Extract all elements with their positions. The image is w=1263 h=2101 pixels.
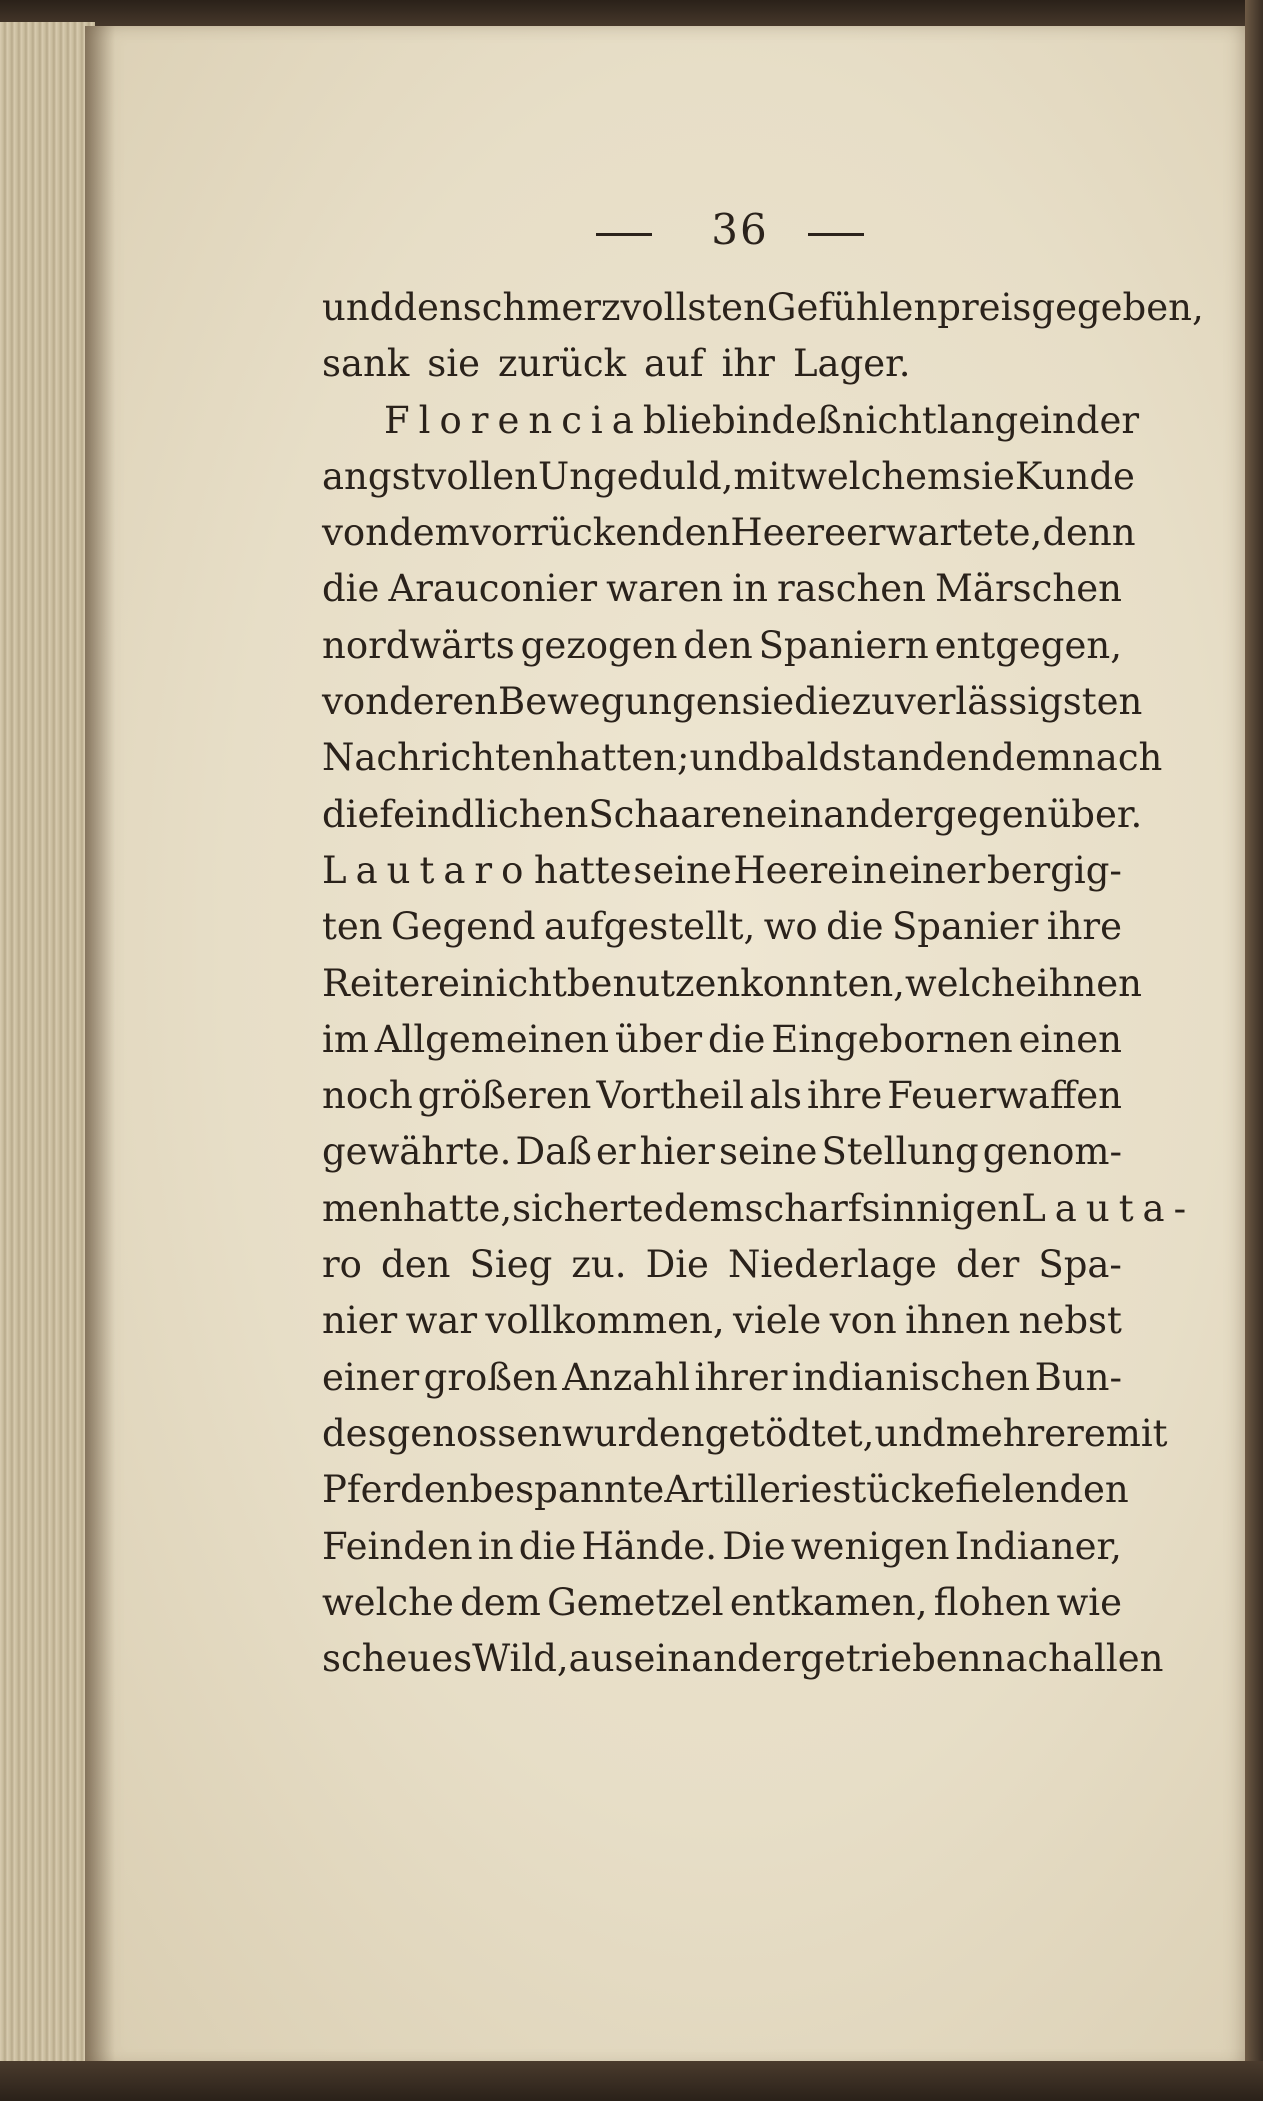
word: sie (962, 454, 1015, 498)
word: ro (322, 1243, 362, 1287)
word: über (615, 1017, 703, 1061)
word: welchem (795, 454, 963, 498)
word: in (1040, 398, 1076, 442)
word: feindlichen (379, 792, 589, 836)
word: Hände. (581, 1524, 717, 1568)
word: flohen (933, 1580, 1051, 1624)
word: die (322, 567, 380, 611)
word: entgegen, (934, 623, 1122, 667)
word: in (732, 567, 768, 611)
text-line (322, 956, 1143, 1012)
header-dash-left (596, 233, 652, 236)
word: mehrere (945, 1411, 1106, 1455)
word: getödtet, (704, 1411, 875, 1455)
word: hier (639, 1130, 715, 1174)
word: und (874, 1411, 946, 1455)
text-line (322, 843, 1122, 899)
word: bespannte (469, 1468, 665, 1512)
word: einen (1018, 1017, 1122, 1061)
word: Lauta- (1021, 1186, 1196, 1230)
text-line (322, 1406, 1168, 1462)
text-line (322, 1519, 1122, 1575)
word: ihnen (1036, 961, 1143, 1005)
word: erwartete, (846, 511, 1043, 555)
text-line (322, 1293, 1122, 1349)
word: in (477, 1524, 514, 1568)
word: raschen (776, 567, 926, 611)
word: Bewegungen (498, 680, 742, 724)
word: wo (763, 905, 818, 949)
text-line (322, 899, 1122, 955)
word: Lager. (792, 342, 911, 386)
word: hatten; (555, 736, 690, 780)
page-gutter-shadow (85, 26, 115, 2066)
body-text (322, 280, 1204, 1687)
word: zuverlässigsten (851, 680, 1143, 724)
word: auf (644, 342, 704, 386)
text-line (322, 505, 1136, 561)
text-line (322, 561, 1122, 617)
word: dem (389, 511, 470, 555)
word: Eingebornen (771, 1017, 1013, 1061)
word: auseinander (568, 1637, 801, 1681)
word: einer (888, 848, 986, 892)
word: gezogen (520, 623, 678, 667)
word: dem (663, 1186, 745, 1230)
word: welche (322, 1580, 454, 1624)
word: mit (1105, 1411, 1168, 1455)
word: vorrückenden (469, 511, 731, 555)
word: von (322, 680, 390, 724)
word: denn (1042, 511, 1136, 555)
word: ihre (807, 1074, 883, 1118)
word: in (850, 848, 887, 892)
word: Spaniern (758, 623, 929, 667)
text-line (322, 1631, 1164, 1687)
word: Schaaren (588, 792, 766, 836)
word: ihr (721, 342, 775, 386)
page-header (0, 205, 1263, 265)
word: men (322, 1186, 403, 1230)
text-line (322, 1181, 1196, 1237)
text-line (322, 1462, 1129, 1518)
page-number: 36 (711, 205, 769, 254)
word: getrieben (800, 1637, 982, 1681)
word: die (794, 680, 852, 724)
word: sank (322, 342, 410, 386)
word: hatte (534, 848, 632, 892)
word: hatte, (402, 1186, 513, 1230)
word: entkamen, (729, 1580, 928, 1624)
word: zu. (571, 1243, 627, 1287)
word: Spa- (1038, 1243, 1122, 1287)
word: und (322, 286, 394, 329)
word: die (322, 792, 380, 836)
word: ten (322, 905, 383, 949)
word: Niederlage (728, 1243, 937, 1287)
book-cover-bottom-edge (0, 2061, 1263, 2101)
word: viele (732, 1299, 822, 1343)
word: sie (741, 680, 795, 724)
word: Wild, (472, 1637, 569, 1681)
word: seine (718, 1130, 818, 1174)
word: nicht (471, 961, 567, 1005)
text-line (322, 336, 1122, 392)
word: Pferden (322, 1468, 470, 1512)
word: im (322, 1017, 369, 1061)
word: schmerzvollsten (462, 286, 767, 329)
word: den (683, 623, 753, 667)
word: der (955, 1243, 1020, 1287)
word: indeß (735, 398, 842, 442)
word: einer (322, 1355, 420, 1399)
word: Feuerwaffen (887, 1074, 1122, 1118)
word: ihre (1046, 905, 1122, 949)
text-line (322, 1575, 1122, 1631)
word: wie (1056, 1580, 1122, 1624)
word: Lautaro (322, 848, 533, 892)
word: lange (936, 398, 1041, 442)
word: Artilleriestücke (664, 1468, 956, 1512)
text-line (322, 449, 1135, 505)
word: desgenossen (322, 1411, 562, 1455)
word: gegenüber. (932, 792, 1143, 836)
word: indianischen (791, 1355, 1031, 1399)
word: preisgegeben, (937, 286, 1204, 329)
word: Die (722, 1524, 786, 1568)
word: vollkommen, (485, 1299, 725, 1343)
word: Stellung (821, 1130, 979, 1174)
word: als (749, 1074, 802, 1118)
word: seine (633, 848, 732, 892)
word: scharfsinnigen (744, 1186, 1022, 1230)
word: allen (1071, 1637, 1164, 1681)
word: nach (981, 1637, 1072, 1681)
word: nicht (841, 398, 937, 442)
word: dem (460, 1580, 541, 1624)
word: einander (765, 792, 933, 836)
word: der (1075, 398, 1140, 442)
word: ihrer (694, 1355, 788, 1399)
text-line (322, 787, 1143, 843)
word: aufgestellt, (544, 905, 756, 949)
word: Kunde (1014, 454, 1135, 498)
word: Die (645, 1243, 709, 1287)
word: angstvollen (322, 454, 539, 498)
word: die (518, 1524, 577, 1568)
word: Gemetzel (547, 1580, 724, 1624)
word: Florencia (384, 398, 643, 442)
word: bald (760, 736, 843, 780)
header-dash-right (808, 233, 864, 236)
word: Bun- (1034, 1355, 1122, 1399)
word: Vortheil (596, 1074, 745, 1118)
word: wenigen (790, 1524, 950, 1568)
word: waren (606, 567, 724, 611)
word: zurück (498, 342, 626, 386)
word: Ungeduld, (538, 454, 734, 498)
word: Arauconier (388, 567, 598, 611)
text-line (322, 1237, 1122, 1293)
word: Indianer, (954, 1524, 1122, 1568)
word: scheues (322, 1637, 473, 1681)
word: Daß (515, 1130, 592, 1174)
word: und (689, 736, 761, 780)
word: Heere (733, 848, 850, 892)
word: den (393, 286, 463, 329)
text-line (322, 393, 1140, 449)
word: Heere (730, 511, 847, 555)
word: nordwärts (322, 623, 515, 667)
word: er (595, 1130, 636, 1174)
word: mit (733, 454, 796, 498)
word: größeren (417, 1074, 592, 1118)
word: die (708, 1017, 766, 1061)
text-line (322, 1350, 1122, 1406)
word: demnach (991, 736, 1163, 780)
word: fielen (955, 1468, 1060, 1512)
word: standen (842, 736, 992, 780)
text-line (322, 730, 1163, 786)
word: bergig- (986, 848, 1122, 892)
word: Märschen (935, 567, 1122, 611)
text-line (322, 674, 1143, 730)
word: Spanier (891, 905, 1039, 949)
text-line (322, 280, 1204, 336)
word: nebst (1018, 1299, 1122, 1343)
word: Nachrichten (322, 736, 556, 780)
word: deren (389, 680, 499, 724)
word: Reiterei (322, 961, 472, 1005)
word: konnten, (740, 961, 905, 1005)
word: von (322, 511, 390, 555)
page-stack-edge (0, 22, 95, 2072)
word: sie (427, 342, 481, 386)
text-line (322, 1012, 1122, 1068)
word: benutzen (566, 961, 741, 1005)
word: blieb (642, 398, 736, 442)
word: Anzahl (562, 1355, 691, 1399)
word: Feinden (322, 1524, 473, 1568)
word: nier (322, 1299, 398, 1343)
word: Gegend (391, 905, 536, 949)
text-line (322, 618, 1122, 674)
word: sicherte (512, 1186, 664, 1230)
word: den (1059, 1468, 1129, 1512)
word: wurden (561, 1411, 705, 1455)
book-cover-right-edge (1245, 0, 1263, 2101)
word: noch (322, 1074, 413, 1118)
word: Sieg (469, 1243, 553, 1287)
text-line (322, 1068, 1122, 1124)
word: welche (904, 961, 1037, 1005)
word: Allgemeinen (374, 1017, 610, 1061)
word: Gefühlen (766, 286, 938, 329)
text-line (322, 1124, 1122, 1180)
word: großen (423, 1355, 558, 1399)
word: den (381, 1243, 451, 1287)
word: ihnen (905, 1299, 1011, 1343)
word: gewährte. (322, 1130, 512, 1174)
word: von (829, 1299, 897, 1343)
word: genom- (982, 1130, 1122, 1174)
word: war (405, 1299, 478, 1343)
word: die (826, 905, 884, 949)
